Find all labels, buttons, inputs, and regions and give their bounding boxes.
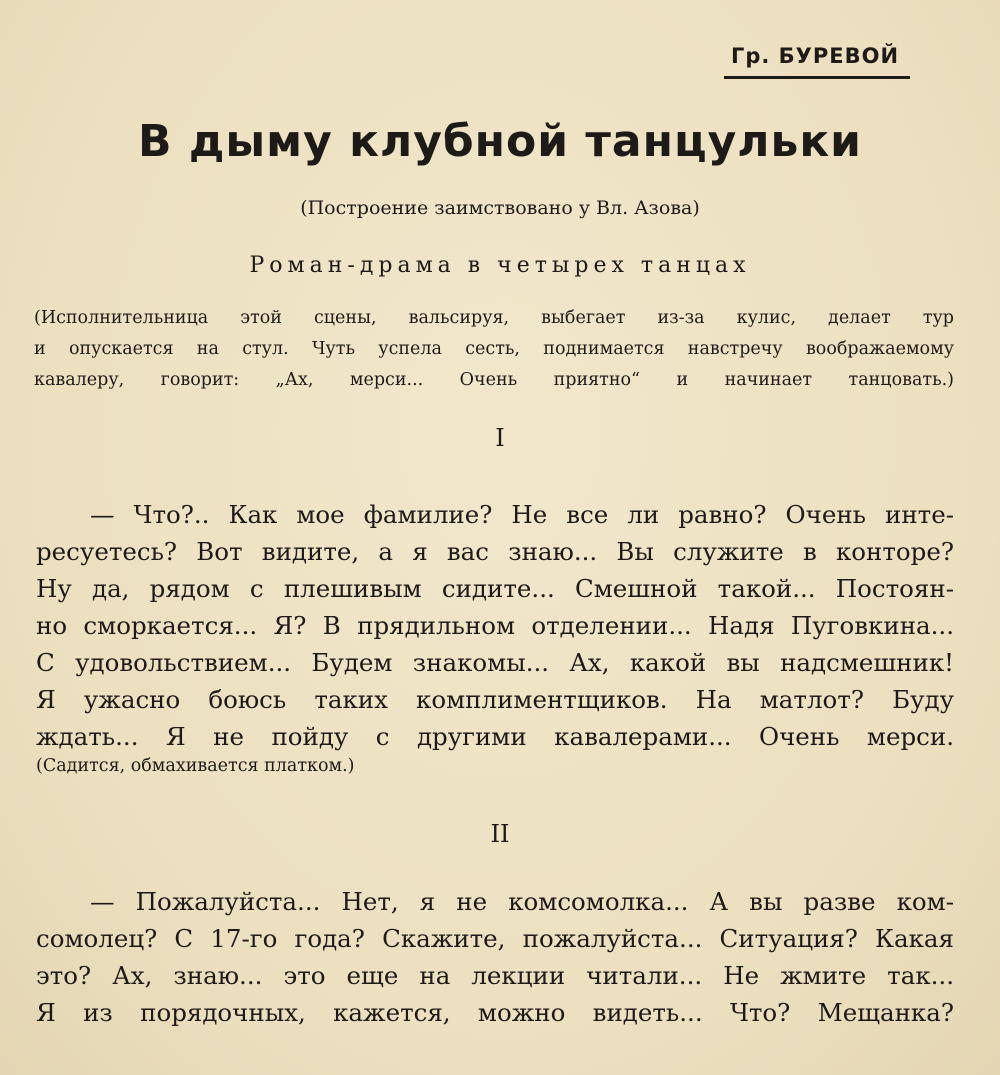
section-numeral-2: II	[490, 820, 510, 848]
stage-direction	[34, 303, 954, 396]
author-name: Гр. БУРЕВОЙ	[730, 44, 900, 68]
stage-direction-line: кавалеру, говорит: „Ах, мерси... Очень приятно“ и начинает танцовать.)	[34, 370, 954, 390]
paragraph-line: но сморкается... Я? В прядильном отделении... Надя Пуговкина...	[36, 611, 954, 640]
paragraph-line: Я ужасно боюсь таких комплиментщиков. На матлот? Буду	[36, 685, 954, 714]
paragraph-line: — Пожалуйста... Нет, я не комсомолка... А вы разве ком-	[90, 887, 954, 916]
paragraph-line: ресуетесь? Вот видите, а я вас знаю... Вы служите в конторе?	[36, 537, 954, 566]
paragraph-line: сомолец? С 17-го года? Скажите, пожалуйста... Ситуация? Какая	[36, 924, 954, 953]
stage-direction-line: и опускается на стул. Чуть успела сесть, поднимается навстречу воображаемому	[34, 339, 954, 359]
genre-line: Роман-драма в четырех танцах	[249, 253, 751, 278]
paragraph-line: — Что?.. Как мое фамилие? Не все ли равно? Очень инте-	[90, 500, 954, 529]
paragraph-line: ждать... Я не пойду с другими кавалерами... Очень мерси.	[36, 722, 954, 751]
stage-direction-line: (Исполнительница этой сцены, вальсируя, выбегает из-за кулис, делает тур	[34, 308, 954, 328]
paragraph-line: это? Ах, знаю... это еще на лекции читали... Не жмите так...	[36, 961, 954, 990]
subtitle: (Построение заимствовано у Вл. Азова)	[300, 197, 700, 219]
paragraph-line: Я из порядочных, кажется, можно видеть... Что? Мещанка?	[36, 998, 954, 1027]
section-2-paragraph	[36, 883, 954, 1031]
section-1-paragraph	[36, 496, 954, 755]
page-title: В дыму клубной танцульки	[137, 116, 863, 167]
paragraph-line: С удовольствием... Будем знакомы... Ах, какой вы надсмешник!	[36, 648, 954, 677]
author-underline	[724, 76, 910, 79]
paragraph-line: Ну да, рядом с плешивым сидите... Смешной такой... Постоян-	[36, 574, 954, 603]
stage-remark: (Садится, обмахивается платком.)	[36, 756, 355, 776]
section-numeral-1: I	[495, 424, 505, 452]
